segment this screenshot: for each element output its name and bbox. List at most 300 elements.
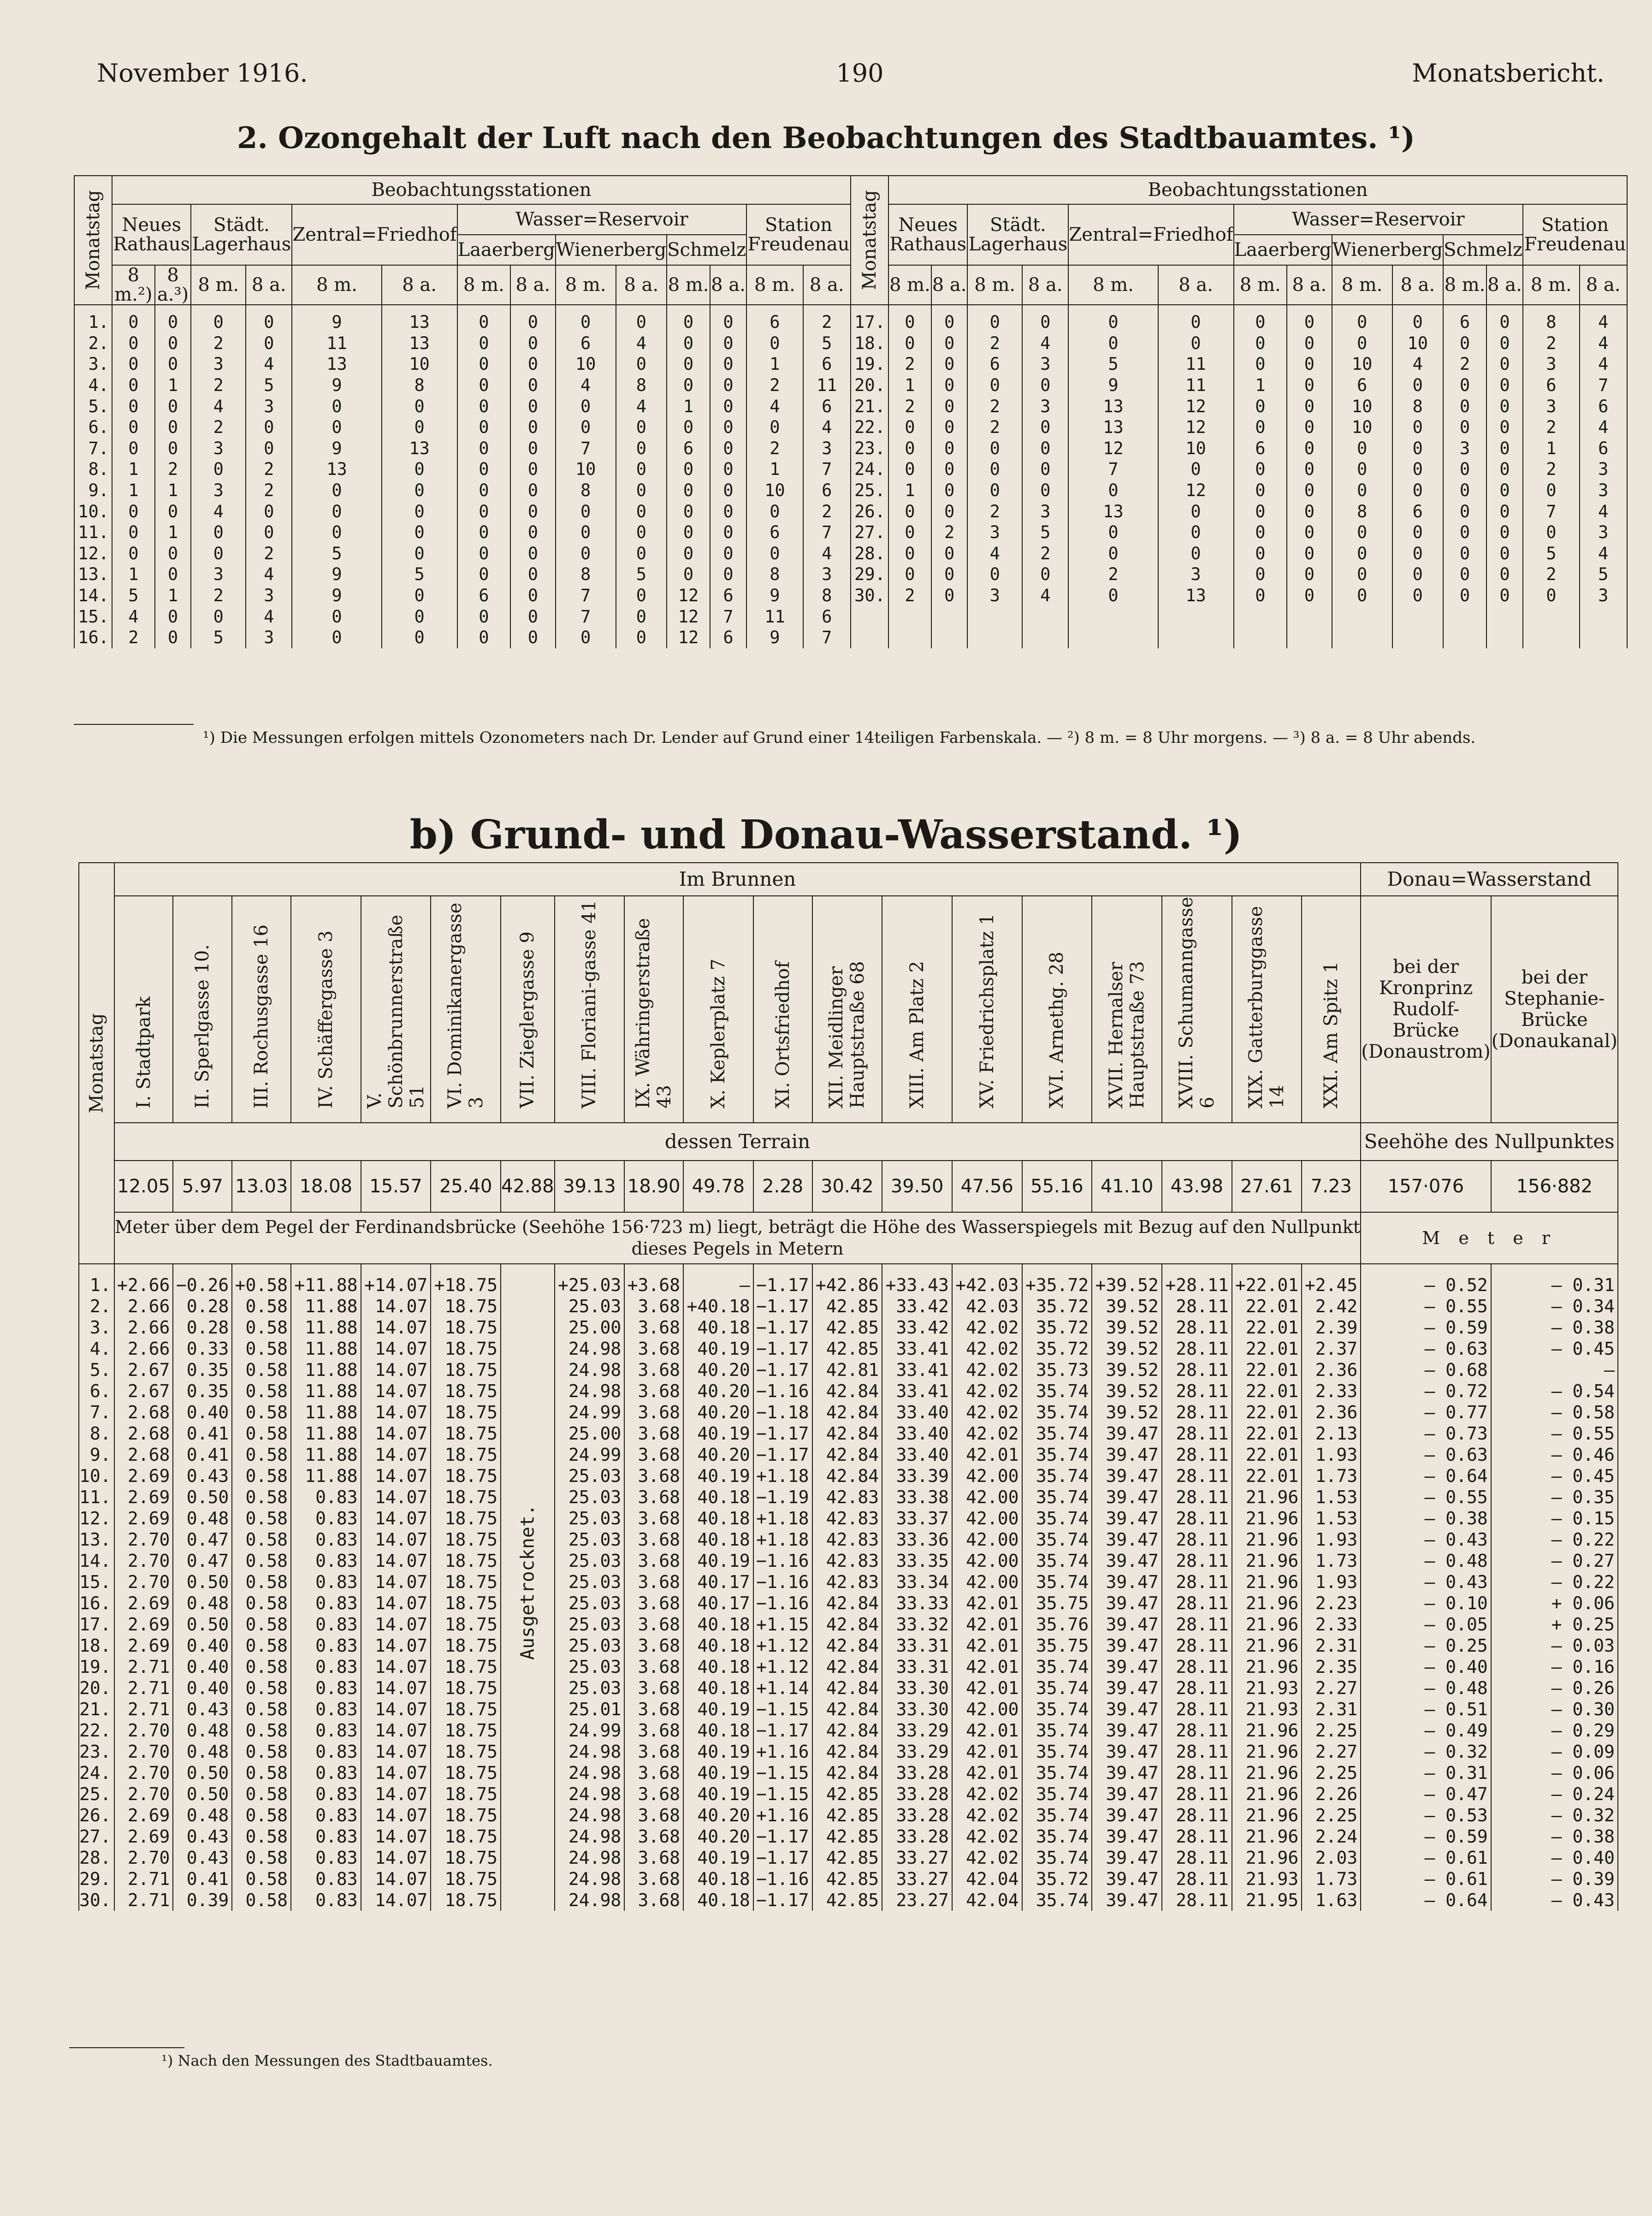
ozone-cell: 0	[457, 438, 510, 459]
ozone-station-freudenau: Station Freudenau	[1523, 204, 1627, 265]
water-cell: 0.39	[173, 1890, 232, 1911]
water-cell: 14.07	[361, 1783, 431, 1805]
water-day: 4.	[79, 1338, 114, 1359]
ozone-day: 10.	[74, 501, 112, 522]
ozone-cell: 2	[246, 543, 292, 564]
page-header	[97, 51, 1605, 88]
ozone-row	[74, 417, 1627, 438]
ozone-cell: 3	[1580, 459, 1627, 480]
ozone-cell: 0	[616, 459, 667, 480]
water-cell: 2.35	[1302, 1656, 1361, 1677]
ozone-cell: 6	[1580, 438, 1627, 459]
ozone-cell: 0	[510, 501, 556, 522]
ozone-cell: 0	[1068, 522, 1158, 543]
water-cell: — 0.46	[1491, 1444, 1618, 1465]
ozone-row	[74, 627, 1627, 648]
water-cell: 2.26	[1302, 1783, 1361, 1805]
ozone-cell: 9	[292, 438, 381, 459]
water-cell: — 0.34	[1491, 1296, 1618, 1317]
water-cell: 40.20	[683, 1359, 753, 1381]
ozone-day: 14.	[74, 585, 112, 606]
water-cell: 39.47	[1092, 1805, 1162, 1826]
ozone-cell: 0	[1486, 305, 1523, 333]
water-cell: — 0.48	[1361, 1677, 1491, 1699]
ozone-day: 11.	[74, 522, 112, 543]
ozone-cell: 2	[967, 396, 1022, 417]
water-cell: 22.01	[1232, 1296, 1302, 1317]
water-cell: 14.07	[361, 1359, 431, 1381]
ozone-cell: 7	[1580, 375, 1627, 396]
water-cell: 42.01	[952, 1444, 1022, 1465]
water-cell: — 0.10	[1361, 1593, 1491, 1614]
water-cell: 0.58	[232, 1762, 291, 1783]
water-cell: 2.25	[1302, 1720, 1361, 1741]
water-cell: 28.11	[1162, 1826, 1232, 1847]
ozone-cell: 1	[888, 375, 931, 396]
water-cell: 42.85	[812, 1868, 882, 1890]
ozone-cell: 0	[382, 522, 457, 543]
terrain-value: 41.10	[1092, 1161, 1162, 1212]
water-cell: 35.72	[1022, 1296, 1092, 1317]
water-cell: 40.18	[683, 1677, 753, 1699]
brunnen-station	[882, 896, 952, 1123]
ozone-time-header: 8 m.²)	[112, 265, 155, 305]
water-cell: — 0.38	[1491, 1826, 1618, 1847]
water-cell: 39.52	[1092, 1402, 1162, 1423]
water-cell: 39.47	[1092, 1444, 1162, 1465]
water-cell: 35.74	[1022, 1508, 1092, 1529]
ozone-cell: 0	[112, 354, 155, 375]
ozone-cell: 10	[556, 354, 616, 375]
water-cell: — 0.72	[1361, 1381, 1491, 1402]
water-cell: 40.19	[683, 1338, 753, 1359]
ozone-time-header: 8 a.	[246, 265, 292, 305]
water-cell: 42.02	[952, 1381, 1022, 1402]
ozone-cell: 7	[556, 438, 616, 459]
water-cell: −1.16	[753, 1381, 812, 1402]
ozone-cell: 0	[1022, 459, 1068, 480]
water-cell: 39.47	[1092, 1847, 1162, 1868]
ozone-time-header: 8 a.	[1392, 265, 1444, 305]
ozone-cell: 2	[746, 438, 803, 459]
water-cell: 42.83	[812, 1508, 882, 1529]
water-cell: +1.16	[753, 1741, 812, 1762]
water-row	[79, 1699, 1618, 1720]
water-cell: 2.69	[114, 1593, 173, 1614]
water-cell: 2.69	[114, 1826, 173, 1847]
ozone-cell: 0	[1486, 522, 1523, 543]
ozone-cell: 4	[1580, 501, 1627, 522]
ozone-cell: 1	[667, 396, 710, 417]
ozone-cell: 0	[1486, 417, 1523, 438]
water-cell: 28.11	[1162, 1699, 1232, 1720]
water-cell: 24.98	[555, 1359, 625, 1381]
water-cell: 14.07	[361, 1890, 431, 1911]
ozone-cell: 0	[1287, 564, 1332, 585]
ozone-cell: 2	[746, 375, 803, 396]
water-cell: 14.07	[361, 1826, 431, 1847]
water-cell: 0.41	[173, 1423, 232, 1444]
water-cell: 28.11	[1162, 1762, 1232, 1783]
ozone-cell: 2	[888, 396, 931, 417]
ozone-cell: 8	[556, 480, 616, 501]
water-cell: 42.85	[812, 1890, 882, 1911]
water-cell: 3.68	[624, 1762, 683, 1783]
brunnen-station	[361, 896, 431, 1123]
water-cell: 2.68	[114, 1444, 173, 1465]
ozone-cell: 0	[1486, 564, 1523, 585]
ozone-row	[74, 459, 1627, 480]
ozone-cell: 9	[292, 305, 381, 333]
ozone-cell: 0	[510, 564, 556, 585]
water-cell: 3.68	[624, 1550, 683, 1571]
ozone-cell: 0	[457, 627, 510, 648]
ozone-time-header: 8 a.	[1022, 265, 1068, 305]
water-cell: —	[683, 1264, 753, 1296]
ozone-cell: 0	[191, 305, 246, 333]
ozone-time-header: 8 m.	[191, 265, 246, 305]
ozone-cell: 0	[616, 585, 667, 606]
water-cell: 42.04	[952, 1890, 1022, 1911]
ozone-time-header: 8 m.	[1523, 265, 1579, 305]
ozone-cell: 0	[667, 417, 710, 438]
terrain-value: 47.56	[952, 1161, 1022, 1212]
water-cell: — 0.49	[1361, 1720, 1491, 1741]
water-day: 18.	[79, 1635, 114, 1656]
ozone-cell: 0	[1486, 375, 1523, 396]
ozone-cell: 8	[803, 585, 851, 606]
water-cell: 42.84	[812, 1423, 882, 1444]
water-cell: — 0.48	[1361, 1550, 1491, 1571]
water-cell: — 0.35	[1491, 1487, 1618, 1508]
water-cell: 0.58	[232, 1402, 291, 1423]
ozone-cell: 0	[931, 501, 968, 522]
ozone-cell	[931, 606, 968, 627]
water-cell: — 0.38	[1361, 1508, 1491, 1529]
water-cell: 42.01	[952, 1593, 1022, 1614]
ozone-cell: 0	[710, 564, 746, 585]
water-cell: −1.16	[753, 1571, 812, 1593]
water-cell: 40.18	[683, 1720, 753, 1741]
ozone-station-laaerberg: Laaerberg	[457, 235, 556, 265]
ozone-cell: 2	[191, 333, 246, 354]
ozone-cell: 11	[1158, 354, 1234, 375]
water-cell: +2.45	[1302, 1264, 1361, 1296]
water-cell: 40.19	[683, 1423, 753, 1444]
water-cell: 42.83	[812, 1529, 882, 1550]
ozone-cell: 4	[246, 606, 292, 627]
water-day: 7.	[79, 1402, 114, 1423]
ozone-cell: 0	[667, 375, 710, 396]
water-cell: 0.41	[173, 1868, 232, 1890]
ozone-day-header-right: Monatstag	[851, 176, 888, 305]
terrain-value: 5.97	[173, 1161, 232, 1212]
ozone-cell: 5	[1580, 564, 1627, 585]
ozone-station-neues-rathaus: Neues Rathaus	[112, 204, 191, 265]
ozone-cell: 2	[931, 522, 968, 543]
water-row	[79, 1762, 1618, 1783]
ozone-cell: 3	[1022, 396, 1068, 417]
ozone-cell: 4	[967, 543, 1022, 564]
ozone-cell: 0	[710, 417, 746, 438]
ozone-cell	[1392, 606, 1444, 627]
ozone-cell: 0	[1158, 501, 1234, 522]
water-cell: 0.28	[173, 1296, 232, 1317]
water-cell: 0.83	[291, 1741, 361, 1762]
water-terrain-row	[79, 1161, 1618, 1212]
ozone-cell: 6	[1523, 375, 1579, 396]
ozone-row	[74, 480, 1627, 501]
water-cell: 33.41	[882, 1359, 952, 1381]
ozone-cell: 0	[1287, 354, 1332, 375]
ozone-cell: 0	[457, 501, 510, 522]
water-cell: +35.72	[1022, 1264, 1092, 1296]
ozone-cell: 5	[292, 543, 381, 564]
water-cell: 33.41	[882, 1381, 952, 1402]
ozone-cell: 0	[191, 543, 246, 564]
ozone-cell: 0	[382, 480, 457, 501]
water-cell: 0.50	[173, 1571, 232, 1593]
ozone-cell: 0	[556, 417, 616, 438]
water-cell: 1.63	[1302, 1890, 1361, 1911]
ozone-cell: 1	[112, 459, 155, 480]
water-cell: 0.58	[232, 1699, 291, 1720]
ozone-cell: 0	[457, 459, 510, 480]
ozone-day: 4.	[74, 375, 112, 396]
water-cell: 0.83	[291, 1762, 361, 1783]
ozone-footnote: ¹) Die Messungen erfolgen mittels Ozonometers nach Dr. Lender auf Grund einer 14teiligen Farbenskala. — ²) 8 m. = 8 Uhr morgens. — ³) 8 a. = 8 Uhr abends.	[203, 729, 1476, 747]
brunnen-station	[624, 896, 683, 1123]
water-cell: 40.18	[683, 1529, 753, 1550]
water-cell: — 0.16	[1491, 1656, 1618, 1677]
ozone-cell: 0	[1523, 480, 1579, 501]
water-cell: — 0.64	[1361, 1890, 1491, 1911]
water-cell: 42.02	[952, 1317, 1022, 1338]
water-cell: +1.15	[753, 1614, 812, 1635]
water-cell: — 0.59	[1361, 1317, 1491, 1338]
ozone-cell: 0	[1068, 543, 1158, 564]
ozone-cell: 0	[1332, 522, 1392, 543]
ozone-day: 19.	[851, 354, 888, 375]
ozone-row	[74, 305, 1627, 333]
ozone-time-header: 8 m.	[746, 265, 803, 305]
water-cell: 2.70	[114, 1847, 173, 1868]
ozone-cell: 2	[888, 354, 931, 375]
ozone-cell: 2	[191, 417, 246, 438]
ozone-cell	[1287, 627, 1332, 648]
water-cell: 0.58	[232, 1593, 291, 1614]
water-cell: 2.70	[114, 1783, 173, 1805]
brunnen-station-label: IX. Währingerstraße 43	[633, 918, 675, 1108]
water-cell: 28.11	[1162, 1677, 1232, 1699]
terrain-value: 18.90	[624, 1161, 683, 1212]
ozone-cell: 0	[155, 438, 191, 459]
ozone-cell: 0	[457, 543, 510, 564]
brunnen-station-label: X. Keplerplatz 7	[707, 958, 729, 1108]
ozone-cell: 4	[112, 606, 155, 627]
water-row	[79, 1783, 1618, 1805]
ozone-cell: 9	[292, 564, 381, 585]
ozone-day: 28.	[851, 543, 888, 564]
water-cell: 35.74	[1022, 1656, 1092, 1677]
ozone-day: 3.	[74, 354, 112, 375]
water-cell: 35.72	[1022, 1338, 1092, 1359]
water-cell: 0.47	[173, 1529, 232, 1550]
ozone-cell: 0	[510, 375, 556, 396]
water-cell: — 0.43	[1361, 1529, 1491, 1550]
ozone-table	[74, 175, 1628, 648]
water-cell: 28.11	[1162, 1338, 1232, 1359]
water-cell: — 0.29	[1491, 1720, 1618, 1741]
water-cell: 18.75	[431, 1571, 501, 1593]
ozone-cell: 4	[1022, 333, 1068, 354]
brunnen-station-label: VIII. Floriani-gasse 41	[579, 900, 600, 1108]
ozone-row	[74, 564, 1627, 585]
water-cell: 11.88	[291, 1359, 361, 1381]
water-cell: 33.40	[882, 1423, 952, 1444]
water-cell: 42.84	[812, 1402, 882, 1423]
water-cell: 0.50	[173, 1487, 232, 1508]
ozone-cell: 12	[1068, 438, 1158, 459]
ozone-cell: 0	[967, 480, 1022, 501]
ozone-cell: 13	[1068, 396, 1158, 417]
water-cell: 33.28	[882, 1762, 952, 1783]
water-body	[79, 1264, 1618, 1911]
water-cell: — 0.09	[1491, 1741, 1618, 1762]
ozone-cell: 0	[292, 417, 381, 438]
water-cell: 24.98	[555, 1741, 625, 1762]
water-cell: 0.50	[173, 1783, 232, 1805]
water-cell: 25.03	[555, 1593, 625, 1614]
ozone-cell: 0	[382, 396, 457, 417]
water-cell: +1.16	[753, 1805, 812, 1826]
water-cell: 2.71	[114, 1699, 173, 1720]
water-cell: 21.96	[1232, 1508, 1302, 1529]
water-cell: 39.47	[1092, 1699, 1162, 1720]
water-cell: 11.88	[291, 1402, 361, 1423]
water-cell: 42.03	[952, 1296, 1022, 1317]
water-cell: 42.84	[812, 1741, 882, 1762]
ozone-day: 9.	[74, 480, 112, 501]
terrain-value: 55.16	[1022, 1161, 1092, 1212]
ozone-cell: 0	[1332, 438, 1392, 459]
water-cell: 2.67	[114, 1359, 173, 1381]
ozone-cell: 2	[1523, 417, 1579, 438]
terrain-value: 39.13	[555, 1161, 625, 1212]
ozone-cell: 0	[457, 375, 510, 396]
water-cell: 2.31	[1302, 1699, 1361, 1720]
water-cell: 18.75	[431, 1487, 501, 1508]
water-cell: 22.01	[1232, 1317, 1302, 1338]
water-cell: 3.68	[624, 1720, 683, 1741]
ozone-cell: 0	[746, 333, 803, 354]
brunnen-station-label: XVIII. Schumanngasse 6	[1175, 896, 1218, 1108]
ozone-cell: 3	[967, 522, 1022, 543]
ozone-cell: 2	[191, 585, 246, 606]
ozone-cell: 12	[667, 606, 710, 627]
ozone-cell: 13	[1068, 417, 1158, 438]
water-cell: 21.96	[1232, 1762, 1302, 1783]
water-cell: 39.47	[1092, 1423, 1162, 1444]
ozone-cell: 0	[1022, 480, 1068, 501]
ozone-day: 23.	[851, 438, 888, 459]
water-cell: −1.17	[753, 1423, 812, 1444]
ozone-cell: 0	[616, 438, 667, 459]
water-cell: 35.74	[1022, 1890, 1092, 1911]
ozone-cell: 5	[1022, 522, 1068, 543]
header-publication: Monatsbericht.	[1412, 59, 1605, 88]
ozone-cell: 6	[667, 438, 710, 459]
water-cell: 21.96	[1232, 1529, 1302, 1550]
ozone-cell: 8	[382, 375, 457, 396]
water-cell: 39.47	[1092, 1783, 1162, 1805]
water-cell: 3.68	[624, 1529, 683, 1550]
ozone-cell: 13	[382, 305, 457, 333]
ozone-cell: 2	[803, 501, 851, 522]
water-cell: 3.68	[624, 1783, 683, 1805]
water-cell: 24.99	[555, 1444, 625, 1465]
ozone-cell	[1523, 627, 1579, 648]
water-day: 21.	[79, 1699, 114, 1720]
water-cell: 2.71	[114, 1868, 173, 1890]
water-cell: 0.83	[291, 1699, 361, 1720]
water-cell: 3.68	[624, 1381, 683, 1402]
water-cell: 1.93	[1302, 1571, 1361, 1593]
ozone-cell: 0	[888, 417, 931, 438]
water-cell: 42.84	[812, 1720, 882, 1741]
ozone-cell: 0	[1443, 585, 1486, 606]
ozone-cell: 0	[1068, 480, 1158, 501]
brunnen-header: Im Brunnen	[114, 863, 1361, 896]
ozone-time-header: 8 m.	[457, 265, 510, 305]
water-cell: 18.75	[431, 1847, 501, 1868]
water-cell: 2.70	[114, 1529, 173, 1550]
water-cell: 2.70	[114, 1571, 173, 1593]
ozone-cell: 6	[457, 585, 510, 606]
water-cell: — 0.55	[1361, 1487, 1491, 1508]
water-cell: 40.18	[683, 1317, 753, 1338]
water-cell: 14.07	[361, 1529, 431, 1550]
water-cell: +40.18	[683, 1296, 753, 1317]
water-cell: 39.47	[1092, 1635, 1162, 1656]
ozone-cell: 10	[1332, 417, 1392, 438]
water-cell: 3.68	[624, 1741, 683, 1762]
water-day: 25.	[79, 1783, 114, 1805]
ozone-cell: 7	[803, 627, 851, 648]
water-cell: 39.52	[1092, 1359, 1162, 1381]
ozone-cell: 0	[1158, 543, 1234, 564]
water-day-header: Monatstag	[79, 863, 114, 1264]
water-cell: 0.83	[291, 1550, 361, 1571]
ozone-cell: 10	[1332, 354, 1392, 375]
ozone-cell: 0	[510, 606, 556, 627]
ozone-cell: 0	[155, 606, 191, 627]
water-cell: 42.84	[812, 1381, 882, 1402]
water-cell: 24.98	[555, 1826, 625, 1847]
ozone-day: 5.	[74, 396, 112, 417]
ozone-cell: 10	[1158, 438, 1234, 459]
water-row	[79, 1847, 1618, 1868]
water-day: 6.	[79, 1381, 114, 1402]
water-cell: 0.83	[291, 1593, 361, 1614]
ozone-cell: 0	[1158, 305, 1234, 333]
water-cell: 11.88	[291, 1465, 361, 1487]
water-cell: 0.83	[291, 1805, 361, 1826]
ozone-cell: 0	[616, 305, 667, 333]
water-cell: 25.00	[555, 1317, 625, 1338]
ozone-cell: 0	[1443, 501, 1486, 522]
water-cell: 42.85	[812, 1338, 882, 1359]
